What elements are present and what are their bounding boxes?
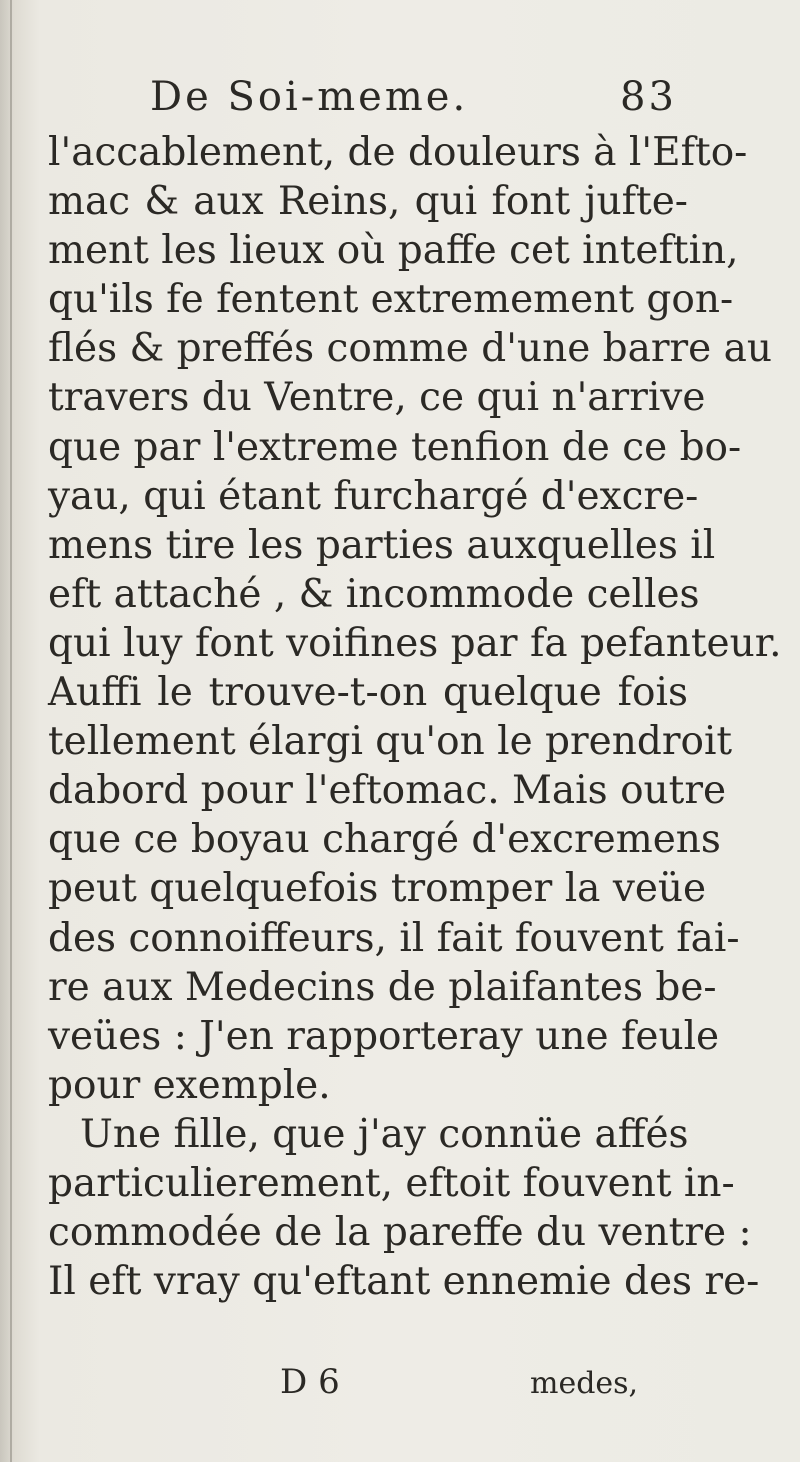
text-line: ment les lieux où paffe cet inteftin, [48,228,739,274]
text-line: commodée de la pareffe du ventre : [48,1210,752,1256]
signature-mark: D 6 [280,1362,340,1402]
text-line: des connoiffeurs, il fait fouvent fai- [48,915,740,961]
text-line: qu'ils fe fentent extremement gon- [48,277,734,323]
text-line: veües : J'en rapporteray une feule [48,1013,720,1059]
text-line: l'accablement, de douleurs à l'Efto- [48,130,748,175]
gutter-edge [10,0,12,1462]
running-header [150,74,677,124]
text-line: peut quelquefois tromper la veüe [48,866,707,912]
text-line: re aux Medecins de plaifantes be- [48,964,717,1010]
text-line: tellement élargi qu'on le prendroit [48,719,733,765]
text-line: yau, qui étant furchargé d'excre- [48,473,699,519]
text-line: eft attaché , & incommode celles [48,571,700,617]
text-line: mens tire les parties auxquelles il [48,522,716,568]
page-footer [280,1362,680,1412]
text-line: Auffi le trouve-t-on quelque fois [48,670,688,716]
text-line: pour exemple. [48,1062,331,1108]
running-title: De Soi-meme. [150,74,469,120]
text-line: dabord pour l'eftomac. Mais outre [48,768,727,814]
text-line: que ce boyau chargé d'excremens [48,817,721,863]
text-line: particulierement, eftoit fouvent in- [48,1160,735,1206]
page-number: 83 [620,74,677,120]
catchword: medes, [530,1366,639,1401]
text-line: travers du Ventre, ce qui n'arrive [48,375,706,421]
text-line: qui luy font voifines par fa pefanteur. [48,620,782,666]
text-line: flés & preffés comme d'une barre au [48,326,773,372]
text-line: que par l'extreme tenfion de ce bo- [48,424,742,470]
text-line: mac & aux Reins, qui font jufte- [48,179,688,225]
text-block [48,128,782,1306]
text-line: Une fille, que j'ay connüe affés [80,1111,689,1157]
text-line: Il eft vray qu'eftant ennemie des re- [48,1259,760,1305]
